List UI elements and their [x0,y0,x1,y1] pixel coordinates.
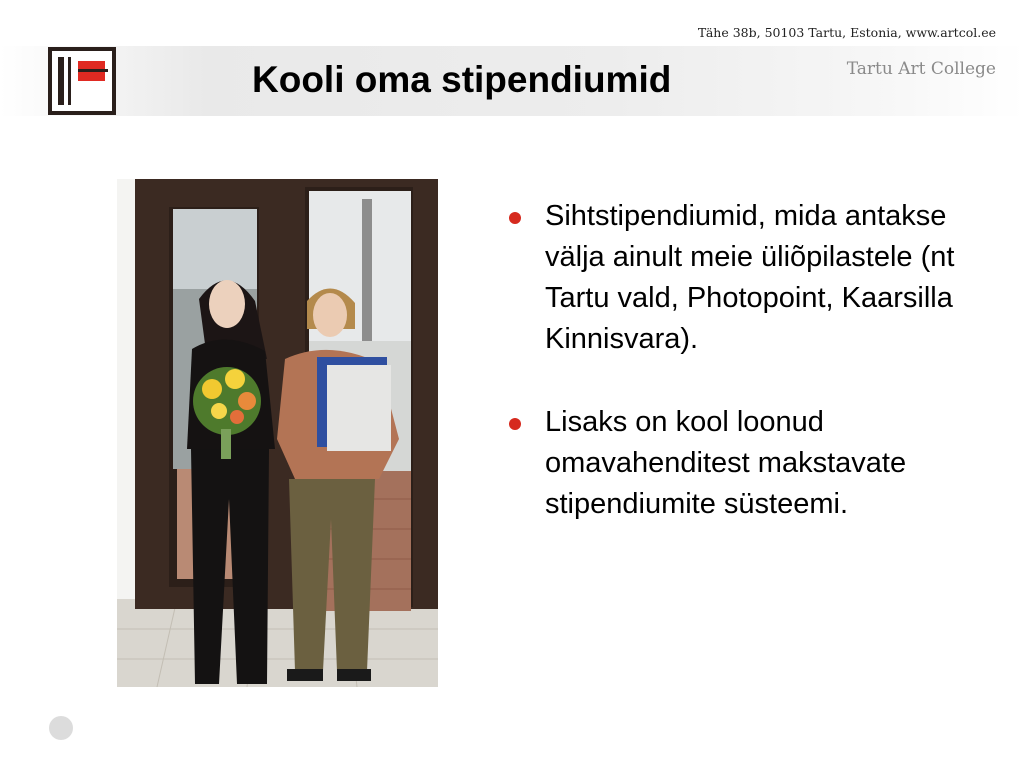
slide-indicator-icon [49,716,73,740]
college-name: Tartu Art College [846,59,996,79]
bullet-text: Lisaks on kool loonud omavahenditest makstavate stipendiumite süsteemi. [545,406,907,520]
bullet-text: Sihtstipendiumid, mida antakse välja ainult meie üliõpilastele (nt Tartu vald, Photopoint, Kaarsilla Kinnisvara). [545,200,955,355]
bullet-dot-icon [509,418,521,430]
bullet-dot-icon [509,212,521,224]
address-text: Tähe 38b, 50103 Tartu, Estonia, www.artcol.ee [697,25,996,40]
list-item [505,196,975,360]
students-photo [117,179,438,687]
list-item [505,402,975,525]
college-logo-icon [48,47,116,115]
bullet-list [505,196,975,567]
slide-title: Kooli oma stipendiumid [252,59,672,100]
